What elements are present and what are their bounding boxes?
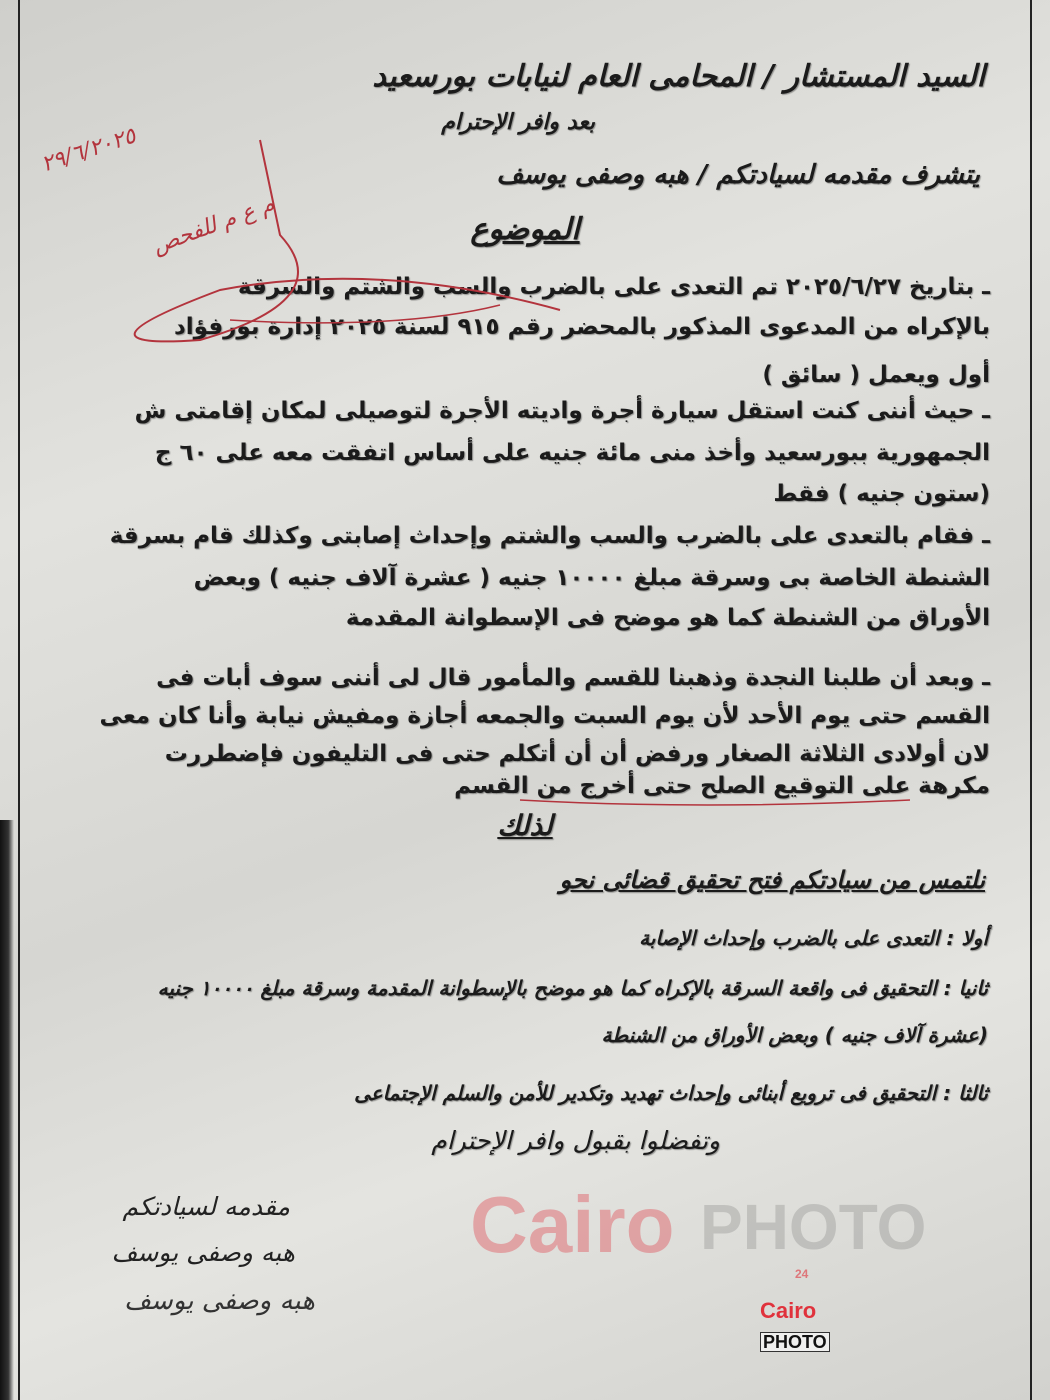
request-third: ثالثا : التحقيق فى ترويع أبنائى وإحداث تهديد وتكدير للأمن والسلم الإجتماعى	[354, 1081, 988, 1105]
request-second-cont: (عشرة آلاف جنيه ) وبعض الأوراق من الشنطة	[601, 1023, 988, 1047]
request-first: أولا : التعدى على بالضرب وإحداث الإصابة	[639, 926, 988, 950]
watermark-badge: 24	[795, 1267, 809, 1281]
body-line: القسم حتى يوم الأحد لأن يوم السبت والجمعه أجازة ومفيش نيابة وأنا كان معى	[99, 703, 990, 729]
signature-name: هبه وصفى يوسف	[111, 1238, 295, 1267]
body-line: ـ فقام بالتعدى على بالضرب والسب والشتم وإحداث إصابتى وكذلك قام بسرقة	[109, 523, 990, 549]
handwritten-signature: هبه وصفى يوسف	[124, 1286, 315, 1316]
body-line: الشنطة الخاصة بى وسرقة مبلغ ١٠٠٠٠ جنيه ( عشرة آلاف جنيه ) وبعض	[193, 565, 990, 591]
greeting: بعد وافر الإحترام	[441, 110, 595, 135]
watermark-small-sub: PHOTO	[760, 1332, 830, 1352]
body-line: الأوراق من الشنطة كما هو موضح فى الإسطوانة المقدمة	[345, 605, 990, 631]
request-line: نلتمس من سيادتكم فتح تحقيق قضائى نحو	[559, 866, 985, 894]
watermark-brand: Cairo	[470, 1180, 675, 1269]
body-line: ـ وبعد أن طلبنا النجدة وذهبنا للقسم والمأمور قال لى أننى سوف أبات فى	[156, 665, 990, 691]
body-line: أول ويعمل ( سائق )	[762, 362, 990, 388]
body-line: بالإكراه من المدعوى المذكور بالمحضر رقم ٩١٥ لسنة ٢٠٢٥ إدارة بورفؤاد	[174, 314, 990, 340]
handwritten-note: م ع م للفحص	[149, 191, 278, 260]
subject-title: الموضوع	[470, 212, 580, 247]
watermark-sub: PHOTO	[700, 1191, 927, 1263]
body-line: الجمهورية ببورسعيد وأخذ منى مائة جنيه على أساس اتفقت معه على ٦٠ ج	[154, 440, 990, 466]
handwritten-date: ٢٩/٦/٢٠٢٥	[38, 123, 139, 178]
body-line: ـ حيث أننى كنت استقل سيارة أجرة واديته الأجرة لتوصيلى لمكان إقامتى ش	[134, 398, 990, 424]
body-line: مكرهة على التوقيع الصلح حتى أخرج من القسم	[454, 773, 990, 799]
watermark-small-brand: Cairo	[760, 1298, 817, 1323]
body-line: لان أولادى الثلاثة الصغار ورفض أن أن أتكلم حتى فى التليفون فإضطررت	[164, 741, 990, 767]
intro: يتشرف مقدمه لسيادتكم / هبه وصفى يوسف	[496, 160, 980, 190]
photo-edge-shadow	[0, 820, 14, 1400]
body-line: (ستون جنيه ) فقط	[773, 481, 990, 507]
signature-label: مقدمه لسيادتكم	[122, 1192, 290, 1221]
request-second: ثانيا : التحقيق فى واقعة السرقة بالإكراه كما هو موضح بالإسطوانة المقدمة وسرقة مبلغ ١٠٠٠٠ جنيه	[157, 976, 988, 1000]
closing: وتفضلوا بقبول وافر الإحترام	[431, 1126, 720, 1155]
body-line: ـ بتاريخ ٢٠٢٥/٦/٢٧ تم التعدى على بالضرب والسب والشتم والسرقة	[237, 274, 990, 300]
conclusion-title: لذلك	[497, 809, 553, 842]
addressee: السيد المستشار / المحامى العام لنيابات بورسعيد	[372, 59, 985, 94]
